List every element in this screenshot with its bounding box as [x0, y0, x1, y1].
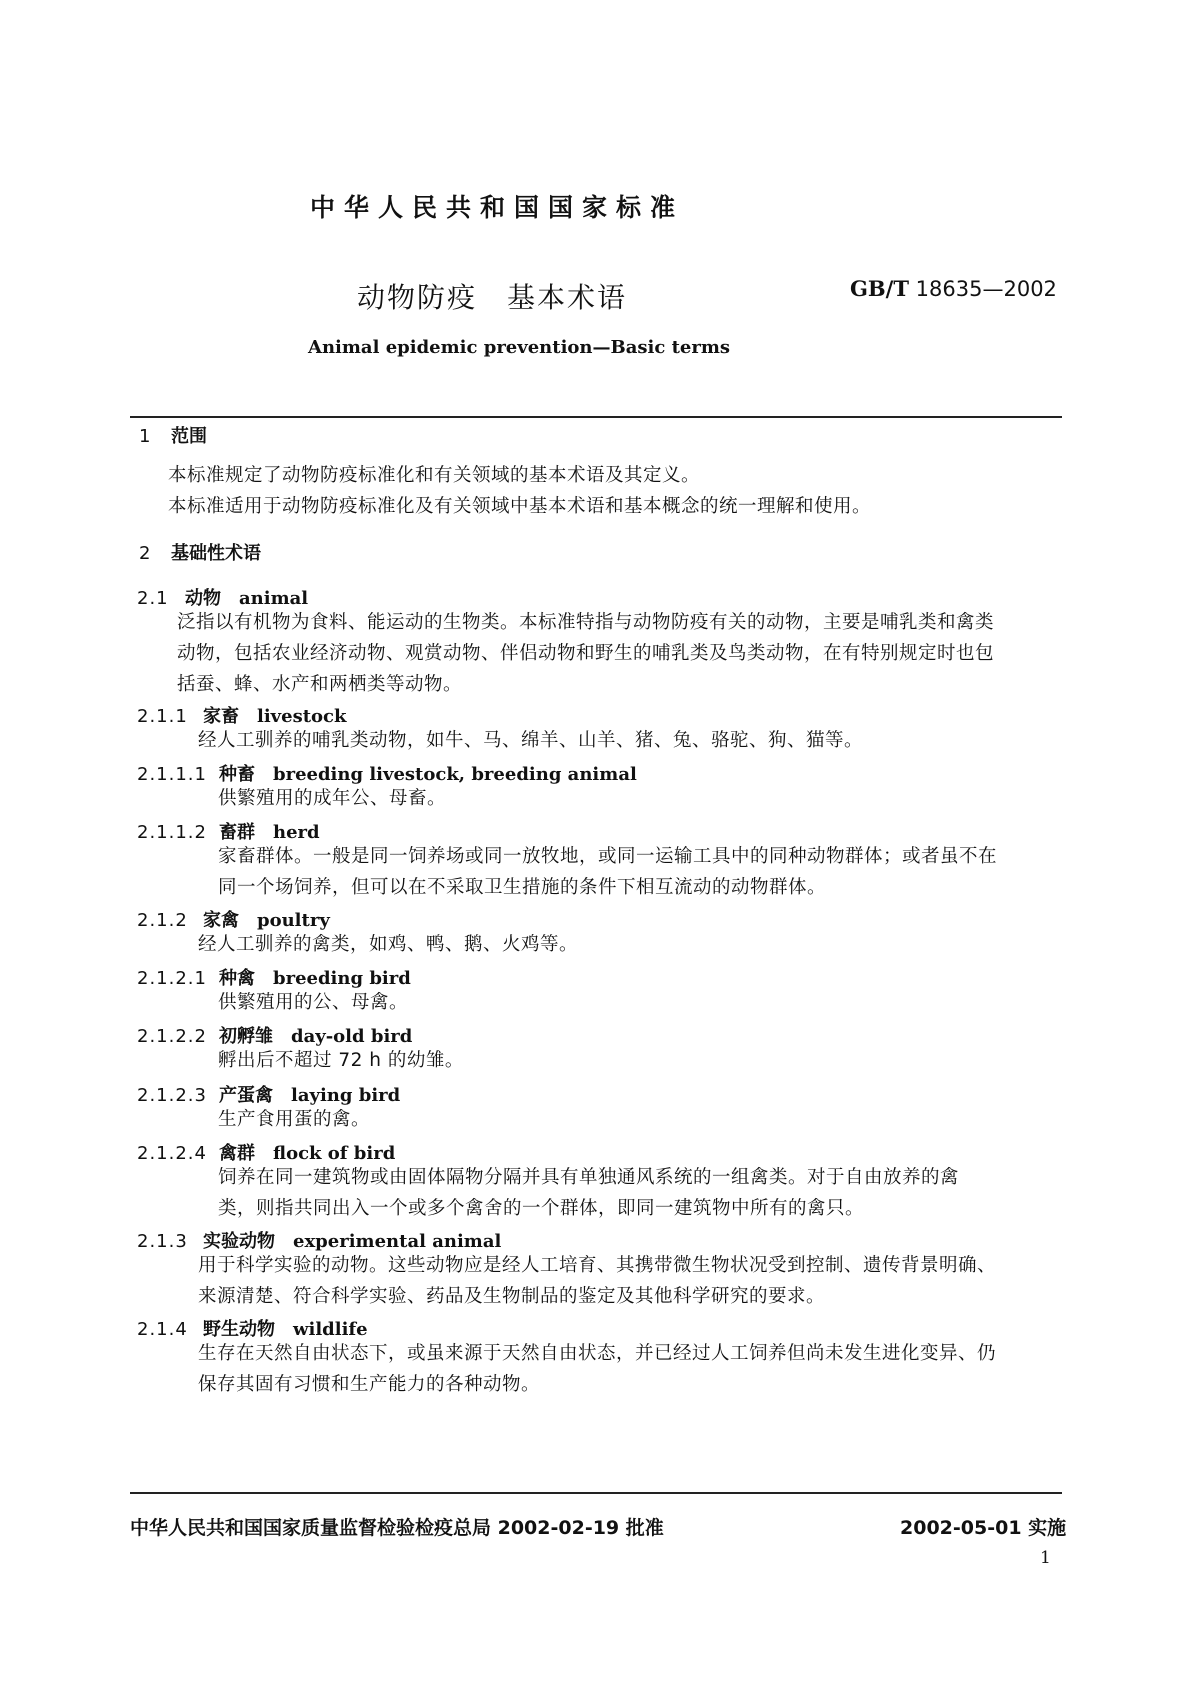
term-english: livestock [257, 706, 347, 727]
term-chinese: 种禽 [219, 968, 255, 989]
term-chinese: 家畜 [203, 706, 239, 727]
term-definition [198, 1250, 996, 1312]
term-chinese: 实验动物 [203, 1231, 275, 1252]
definition-line: 来源清楚、符合科学实验、药品及生物制品的鉴定及其他科学研究的要求。 [198, 1286, 826, 1307]
footer-divider [130, 1492, 1062, 1494]
definition-line: 家畜群体。一般是同一饲养场或同一放牧地，或同一运输工具中的同种动物群体；或者虽不在 [218, 846, 998, 867]
term-definition [218, 1162, 959, 1224]
section-1-heading [139, 422, 207, 448]
section-number: 1 [139, 426, 151, 447]
term-definition [198, 725, 863, 756]
approval-statement: 中华人民共和国国家质量监督检验检疫总局 2002-02-19 批准 [130, 1517, 664, 1539]
term-number: 2.1.2.4 [137, 1143, 207, 1164]
definition-line: 孵出后不超过 72 h 的幼雏。 [218, 1050, 464, 1071]
definition-line: 供繁殖用的公、母禽。 [218, 992, 409, 1013]
term-definition [218, 783, 446, 814]
definition-line: 同一个场饲养，但可以在不采取卫生措施的条件下相互流动的动物群体。 [218, 877, 827, 898]
term-definition [177, 607, 994, 700]
page-number: 1 [1040, 1548, 1051, 1568]
term-english: poultry [257, 910, 330, 931]
definition-line: 动物，包括农业经济动物、观赏动物、伴侣动物和野生的哺乳类及鸟类动物，在有特别规定时也包 [177, 643, 995, 664]
definition-line: 生产食用蛋的禽。 [218, 1109, 371, 1130]
term-number: 2.1.1 [137, 706, 188, 727]
header-divider [130, 416, 1062, 418]
definition-line: 泛指以有机物为食料、能运动的生物类。本标准特指与动物防疫有关的动物，主要是哺乳类和禽类 [177, 612, 995, 633]
definition-line: 生存在天然自由状态下，或虽来源于天然自由状态，并已经过人工饲养但尚未发生进化变异、仍 [198, 1343, 997, 1364]
section-1-body [168, 460, 871, 522]
term-number: 2.1.2.2 [137, 1026, 207, 1047]
term-number: 2.1.2 [137, 910, 188, 931]
term-english: wildlife [293, 1319, 368, 1340]
term-chinese: 家禽 [203, 910, 239, 931]
definition-line: 括蚕、蜂、水产和两栖类等动物。 [177, 674, 463, 695]
section-number: 2 [139, 543, 151, 564]
term-chinese: 种畜 [219, 764, 255, 785]
definition-line: 用于科学实验的动物。这些动物应是经人工培育、其携带微生物状况受到控制、遗传背景明确、 [198, 1255, 997, 1276]
paragraph-line: 本标准适用于动物防疫标准化及有关领域中基本术语和基本概念的统一理解和使用。 [168, 496, 872, 517]
term-number: 2.1.4 [137, 1319, 188, 1340]
term-chinese: 野生动物 [203, 1319, 275, 1340]
term-number: 2.1.2.1 [137, 968, 207, 989]
definition-line: 饲养在同一建筑物或由固体隔物分隔并具有单独通风系统的一组禽类。对于自由放养的禽 [218, 1167, 960, 1188]
term-chinese: 初孵雏 [219, 1026, 273, 1047]
term-english: experimental animal [293, 1231, 502, 1252]
term-chinese: 禽群 [219, 1143, 255, 1164]
term-english: animal [239, 588, 309, 609]
term-chinese: 动物 [185, 588, 221, 609]
term-number: 2.1.2.3 [137, 1085, 207, 1106]
term-number: 2.1 [137, 588, 169, 609]
term-english: breeding livestock, breeding animal [273, 764, 637, 785]
standard-code [850, 276, 1057, 301]
definition-line: 经人工驯养的禽类，如鸡、鸭、鹅、火鸡等。 [198, 934, 579, 955]
definition-line: 保存其固有习惯和生产能力的各种动物。 [198, 1374, 541, 1395]
implementation-date: 2002-05-01 实施 [900, 1517, 1067, 1539]
section-2-heading [139, 539, 261, 565]
term-definition [198, 1338, 996, 1400]
document-title-english: Animal epidemic prevention—Basic terms [308, 337, 730, 358]
term-definition [218, 987, 408, 1018]
section-title: 范围 [171, 426, 207, 447]
definition-line: 供繁殖用的成年公、母畜。 [218, 788, 447, 809]
term-english: day-old bird [291, 1026, 413, 1047]
term-english: laying bird [291, 1085, 401, 1106]
term-chinese: 畜群 [219, 822, 255, 843]
term-chinese: 产蛋禽 [219, 1085, 273, 1106]
definition-line: 经人工驯养的哺乳类动物，如牛、马、绵羊、山羊、猪、兔、骆驼、狗、猫等。 [198, 730, 864, 751]
standard-category-heading: 中华人民共和国国家标准 [310, 193, 685, 222]
term-definition [218, 1045, 464, 1076]
term-english: flock of bird [273, 1143, 396, 1164]
definition-line: 类，则指共同出入一个或多个禽舍的一个群体，即同一建筑物中所有的禽只。 [218, 1198, 865, 1219]
section-title: 基础性术语 [171, 543, 261, 564]
term-english: herd [273, 822, 320, 843]
term-english: breeding bird [273, 968, 411, 989]
paragraph-line: 本标准规定了动物防疫标准化和有关领域的基本术语及其定义。 [168, 465, 701, 486]
term-definition [218, 1104, 370, 1135]
term-number: 2.1.1.2 [137, 822, 207, 843]
term-number: 2.1.3 [137, 1231, 188, 1252]
term-definition [218, 841, 997, 903]
document-title: 动物防疫 基本术语 [357, 281, 628, 314]
standard-code-number: 18635—2002 [915, 277, 1057, 301]
standard-code-prefix: GB/T [850, 276, 909, 301]
term-definition [198, 929, 578, 960]
term-number: 2.1.1.1 [137, 764, 207, 785]
